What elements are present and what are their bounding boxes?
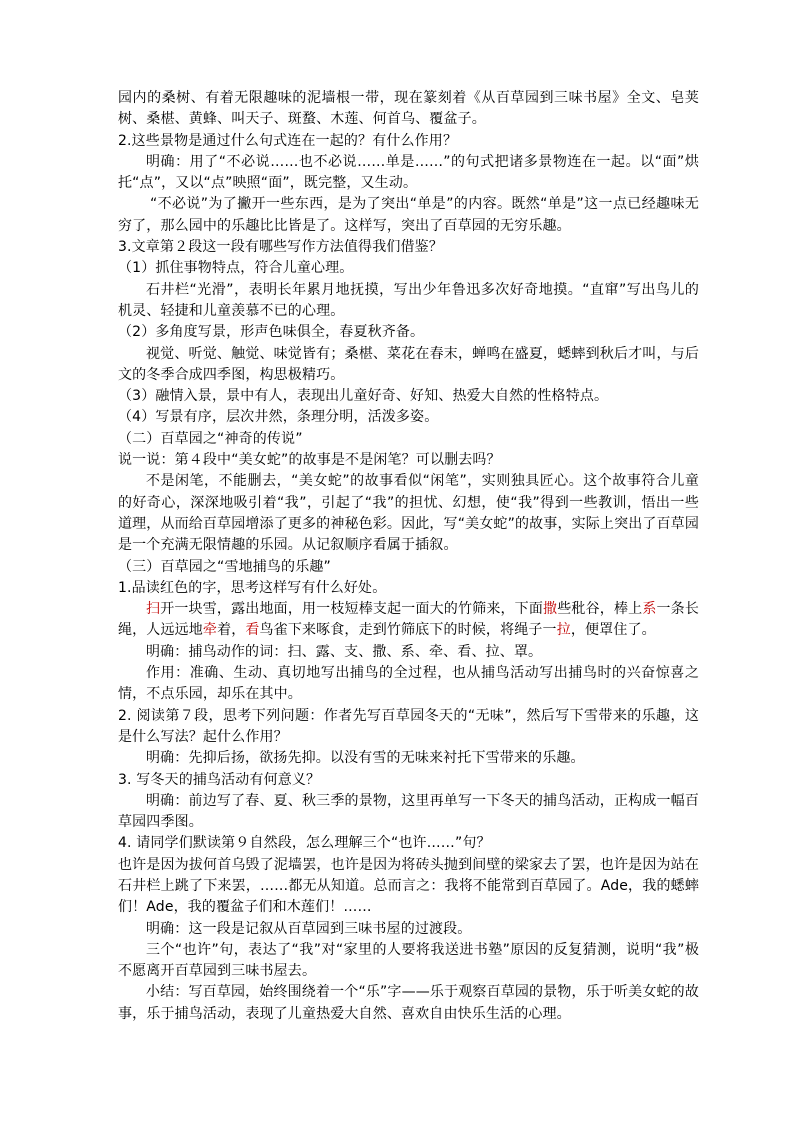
question-1: 1.品读红色的字，思考这样写有什么好处。 [118, 579, 387, 596]
passage-text: 起一面大的竹筛来，下面 [387, 601, 544, 618]
discussion-answer: 不是闲笔，不能删去，“美女蛇”的故事看似“闲笔”，实则独具匠心。这个故事符合儿童的好奇心，深深地吸引着“我”，引起了“我”的担忧、幻想，使“我”得到一些教训，悟出一些道理，从而给百草园增添了更多的神秘色彩。因此，写“美女蛇”的故事，实际上突出了百草园是一个充满无限情趣的乐园。从记叙顺序看属于插叙。 [118, 473, 699, 554]
question-2b: 2. 阅读第７段，思考下列问题：作者先写百草园冬天的“无味”，然后写下雪带来的乐趣，这是什么写法？起什么作用？ [118, 707, 699, 745]
passage-text: 住了。 [613, 622, 656, 639]
answer-2b: “不必说”为了撇开一些东西，是为了突出“单是”的内容。既然“单是”这一点已经趣味无穷了，那么园中的乐趣比比皆是了。这样写，突出了百草园的无穷乐趣。 [118, 196, 699, 234]
answer-2c: 明确：先抑后扬，欲扬先抑。以没有雪的无味来衬托下雪带来的乐趣。 [146, 750, 585, 767]
answer-4b: 三个“也许”句，表达了“我”对“家里的人要将我送进书塾”原因的反复猜测，说明“我”极不愿离开百草园到三味书屋去。 [118, 941, 699, 980]
question-4: 4. 请同学们默读第９自然段，怎么理解三个“也许……”句？ [118, 835, 491, 852]
red-verb: 看 [245, 622, 260, 639]
passage-text: ，便 [570, 622, 600, 639]
discussion-question: 说一说：第４段中“美女蛇”的故事是不是闲笔？可以删去吗？ [118, 452, 501, 469]
answer-1b: 作用：准确、生动、真切地写出捕鸟的全过程，也从捕鸟活动写出捕鸟时的兴奋惊喜之情，不点乐园，却乐在其中。 [118, 665, 699, 703]
point-3: （3）融情入景，景中有人，表现出儿童好奇、好知、热爱大自然的性格特点。 [118, 388, 609, 405]
summary: 小结：写百草园，始终围绕着一个“乐”字——乐于观察百草园的景物，乐于听美女蛇的故事，乐于捕鸟活动，表现了儿童热爱大自然、喜欢自由快乐生活的心理。 [118, 984, 699, 1022]
passage-text: 露 [231, 601, 246, 618]
answer-4a: 明确：这一段是记叙从百草园到三味书屋的过渡段。 [146, 920, 472, 937]
question-3b: 3. 写冬天的捕鸟活动有何意义？ [118, 771, 321, 788]
question-2: 2.这些景物是通过什么句式连在一起的？有什么作用？ [118, 132, 458, 149]
point-1: （1）抓住事物特点，符合儿童心理。 [118, 260, 354, 277]
red-verb: 系 [642, 601, 657, 618]
point-1-detail: 石井栏“光滑”，表明长年累月地抚摸，写出少年鲁迅多次好奇地摸。“直窜”写出鸟儿的机灵、轻捷和儿童羡慕不已的心理。 [118, 281, 699, 319]
passage-text: 着， [217, 622, 246, 639]
quoted-passage-2: 也许是因为拔何首乌毁了泥墙罢，也许是因为将砖头抛到间壁的梁家去了罢，也许是因为站在石井栏上跳了下来罢，……都无从知道。总而言之：我将不能常到百草园了。Ade，我的蟋蟀们！Ade，我的覆盆子们和木莲们！…… [118, 856, 699, 916]
red-verb: 牵 [202, 622, 218, 639]
passage-text: 罩 [599, 622, 614, 639]
passage-text: 开一块雪， [160, 601, 232, 618]
point-2-detail: 视觉、听觉、触觉、味觉皆有；桑椹、菜花在春末，蝉鸣在盛夏，蟋蟀到秋后才叫，与后文的冬季合成四季图，构思极精巧。 [118, 345, 699, 383]
passage-text: 些秕谷，棒上 [557, 601, 643, 618]
section-heading-2: （二）百草园之“神奇的传说” [118, 430, 303, 447]
para-1: 园内的桑树、有着无限趣味的泥墙根一带，现在篆刻着《从百草园到三味书屋》全文、皂荚树、桑椹、黄蜂、叫天子、斑蝥、木莲、何首乌、覆盆子。 [118, 90, 699, 128]
red-verb: 拉 [556, 622, 571, 639]
red-verb: 撒 [543, 601, 558, 618]
answer-2a: 明确：用了“不必说……也不必说……单是……”的句式把诸多景物连在一起。以“面”烘托“点”，又以“点”映照“面”，既完整，又生动。 [118, 153, 699, 192]
point-2: （2）多角度写景，形声色味俱全，春夏秋齐备。 [118, 324, 425, 341]
passage-text: 出地面，用一枝短棒 [245, 601, 373, 618]
passage-text: 一条长绳，人远远地 [118, 601, 700, 639]
answer-3b: 明确：前边写了春、夏、秋三季的景物，这里再单写一下冬天的捕鸟活动，正构成一幅百草园四季图。 [118, 792, 699, 831]
question-3: 3.文章第２段这一段有哪些写作方法值得我们借鉴？ [118, 239, 443, 256]
red-verb: 扫 [146, 601, 161, 618]
passage-text: 鸟雀下来啄食，走到竹筛底下的时候，将绳子一 [259, 622, 557, 639]
passage-text: 支 [372, 601, 388, 618]
point-4: （4）写景有序，层次井然，条理分明，活泼多姿。 [118, 409, 439, 426]
section-heading-3: （三）百草园之“雪地捕鸟的乐趣” [118, 558, 331, 575]
quoted-passage [118, 599, 699, 642]
answer-1a: 明确：捕鸟动作的词：扫、露、支、撒、系、牵、看、拉、罩。 [146, 643, 543, 660]
